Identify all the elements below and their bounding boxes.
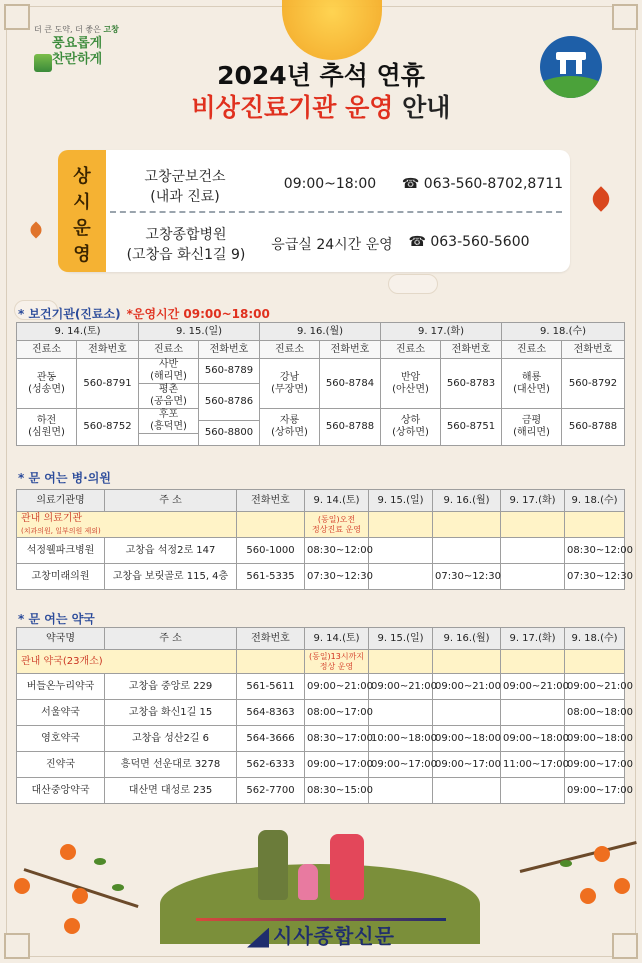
phone-cell: 560-8788	[562, 409, 625, 446]
col-header: 9. 16.(월)	[433, 490, 501, 512]
clinic-cell: 관동 (성송면)	[17, 359, 77, 409]
day-header: 9. 18.(수)	[502, 323, 625, 341]
logo-line-2: 찬란하게	[52, 52, 103, 67]
col-header: 약국명	[17, 628, 105, 650]
phone-cell: 560-8783	[441, 359, 502, 409]
clinic-cell: 자룡 (상하면)	[260, 409, 320, 446]
pharmacy-table	[16, 627, 634, 804]
tab-char: 시	[73, 192, 91, 213]
corner-ornament	[4, 4, 30, 30]
health-center-table	[16, 322, 625, 446]
table-row: 대산중앙약국 대산면 대성로 235 562-7700 08:30~15:00 09:00~17:00	[17, 778, 625, 804]
publisher-logo: 시사종합신문	[0, 920, 642, 949]
always-open-tab	[58, 150, 106, 272]
clinic-cell: 평촌 (공음면)	[139, 384, 199, 409]
child-figure-icon	[298, 864, 318, 900]
clinic-cell: 반암 (아산면)	[381, 359, 441, 409]
clinic-cell: 사반 (해리면)	[139, 359, 199, 384]
persimmon-icon	[614, 878, 630, 894]
col-header: 전화번호	[320, 341, 381, 359]
section-heading-health-centers: * 보건기관(진료소) *운영시간 09:00~18:00	[18, 307, 270, 321]
persimmon-icon	[580, 888, 596, 904]
local-pharmacies-band: 관내 약국(23개소)	[17, 650, 237, 674]
table-row: 버들온누리약국 고창읍 중앙로 229 561-5611 09:00~21:00 09:00~21:00 09:00~21:00 09:00~21:00 09:00~21:00	[17, 674, 625, 700]
col-header: 진료소	[502, 341, 562, 359]
maple-leaf-icon	[28, 222, 45, 239]
phone-cell: 560-8784	[320, 359, 381, 409]
col-header: 9. 18.(수)	[565, 490, 625, 512]
col-header: 전화번호	[562, 341, 625, 359]
cloud-icon	[388, 274, 438, 294]
facility-phone: ☎ 063-560-5600	[408, 234, 530, 250]
facility-hours: 응급실 24시간 운영	[271, 237, 393, 253]
leaf-icon	[94, 858, 106, 865]
section-heading-hospitals: * 문 여는 병·의원	[18, 471, 111, 485]
col-header: 전화번호	[441, 341, 502, 359]
col-header: 9. 15.(일)	[369, 490, 433, 512]
clinic-cell: 금평 (해리면)	[502, 409, 562, 446]
clinic-cell: 해룡 (대산면)	[502, 359, 562, 409]
persimmon-icon	[60, 844, 76, 860]
table-row: 영호약국 고창읍 성산2길 6 564-3666 08:30~17:00 10:00~18:00 09:00~18:00 09:00~18:00 09:00~18:00	[17, 726, 625, 752]
col-header: 진료소	[17, 341, 77, 359]
phone-cell: 560-8792	[562, 359, 625, 409]
father-figure-icon	[258, 830, 288, 900]
tab-char: 상	[73, 166, 91, 187]
clinic-cell: 상하 (상하면)	[381, 409, 441, 446]
table-row: 서울약국 고창읍 화신1길 15 564-8363 08:00~17:00 08:00~18:00	[17, 700, 625, 726]
col-header: 9. 17.(화)	[501, 490, 565, 512]
col-header: 주 소	[105, 628, 237, 650]
col-header: 9. 15.(일)	[369, 628, 433, 650]
col-header: 진료소	[260, 341, 320, 359]
publisher-mark-icon	[247, 928, 269, 948]
facility-name: 고창군보건소 (내과 진료)	[144, 169, 226, 205]
maple-leaf-icon	[588, 186, 613, 211]
phone-cell: 560-8800	[199, 421, 260, 446]
clinic-cell: 강남 (무장면)	[260, 359, 320, 409]
phone-cell: 560-8788	[320, 409, 381, 446]
persimmon-icon	[14, 878, 30, 894]
phone-cell: 560-8789	[199, 359, 260, 384]
clinic-cell: 하전 (심원면)	[17, 409, 77, 446]
day-header: 9. 14.(토)	[17, 323, 139, 341]
persimmon-icon	[594, 846, 610, 862]
table-row: 진약국 흥덕면 선운대로 3278 562-6333 09:00~17:00 09:00~17:00 09:00~17:00 11:00~17:00 09:00~17:00	[17, 752, 625, 778]
col-header: 9. 14.(토)	[305, 628, 369, 650]
col-header: 진료소	[381, 341, 441, 359]
phone-cell: 560-8751	[441, 409, 502, 446]
facility-hours: 09:00~18:00	[283, 176, 377, 192]
leaf-icon	[560, 860, 572, 867]
corner-ornament	[612, 4, 638, 30]
logo-tagline: 더 큰 도약, 더 좋은 고창	[34, 25, 119, 34]
local-clinics-band: 관내 의료기관 (치과의원, 일부의원 제외)	[17, 512, 237, 538]
facility-name: 고창종합병원 (고창읍 화신1길 9)	[126, 227, 246, 263]
col-header: 9. 14.(토)	[305, 490, 369, 512]
col-header: 전화번호	[199, 341, 260, 359]
day-header: 9. 17.(화)	[381, 323, 502, 341]
day-header: 9. 16.(월)	[260, 323, 381, 341]
col-header: 의료기관명	[17, 490, 105, 512]
tab-char: 영	[73, 244, 91, 265]
col-header: 전화번호	[77, 341, 139, 359]
page-title: 2024년 추석 연휴	[217, 61, 425, 90]
full-moon-icon	[282, 0, 382, 60]
col-header: 주 소	[105, 490, 237, 512]
hospital-table	[16, 489, 634, 590]
tab-char: 운	[73, 218, 91, 239]
col-header: 9. 17.(화)	[501, 628, 565, 650]
persimmon-icon	[72, 888, 88, 904]
page-subtitle: 비상진료기관 운영 안내	[191, 93, 451, 122]
col-header: 전화번호	[237, 490, 305, 512]
leaf-icon	[112, 884, 124, 891]
col-header: 전화번호	[237, 628, 305, 650]
logo-line-1: 풍요롭게	[52, 36, 103, 51]
section-heading-pharmacies: * 문 여는 약국	[18, 612, 95, 626]
table-row: 석정웰파크병원 고창읍 석정2로 147 560-1000 08:30~12:00 08:30~12:00	[17, 538, 625, 564]
col-header: 9. 18.(수)	[565, 628, 625, 650]
clinic-cell: 후포 (흥덕면)	[139, 409, 199, 434]
col-header: 진료소	[139, 341, 199, 359]
persimmon-branch	[520, 841, 637, 873]
band-note: (동일)13시까지 정상 운영	[305, 650, 369, 674]
col-header: 9. 16.(월)	[433, 628, 501, 650]
dashed-divider	[110, 211, 562, 213]
day-header: 9. 15.(일)	[139, 323, 260, 341]
mother-figure-icon	[330, 834, 364, 900]
table-row: 고창미래의원 고창읍 보릿골로 115, 4층 561-5335 07:30~12:30 07:30~12:30 07:30~12:30	[17, 564, 625, 590]
phone-cell: 560-8791	[77, 359, 139, 409]
band-note: (동일)오전 정상진료 운영	[305, 512, 369, 538]
phone-cell: 560-8752	[77, 409, 139, 446]
facility-phone: ☎ 063-560-8702,8711	[401, 176, 564, 192]
phone-cell: 560-8786	[199, 384, 260, 421]
